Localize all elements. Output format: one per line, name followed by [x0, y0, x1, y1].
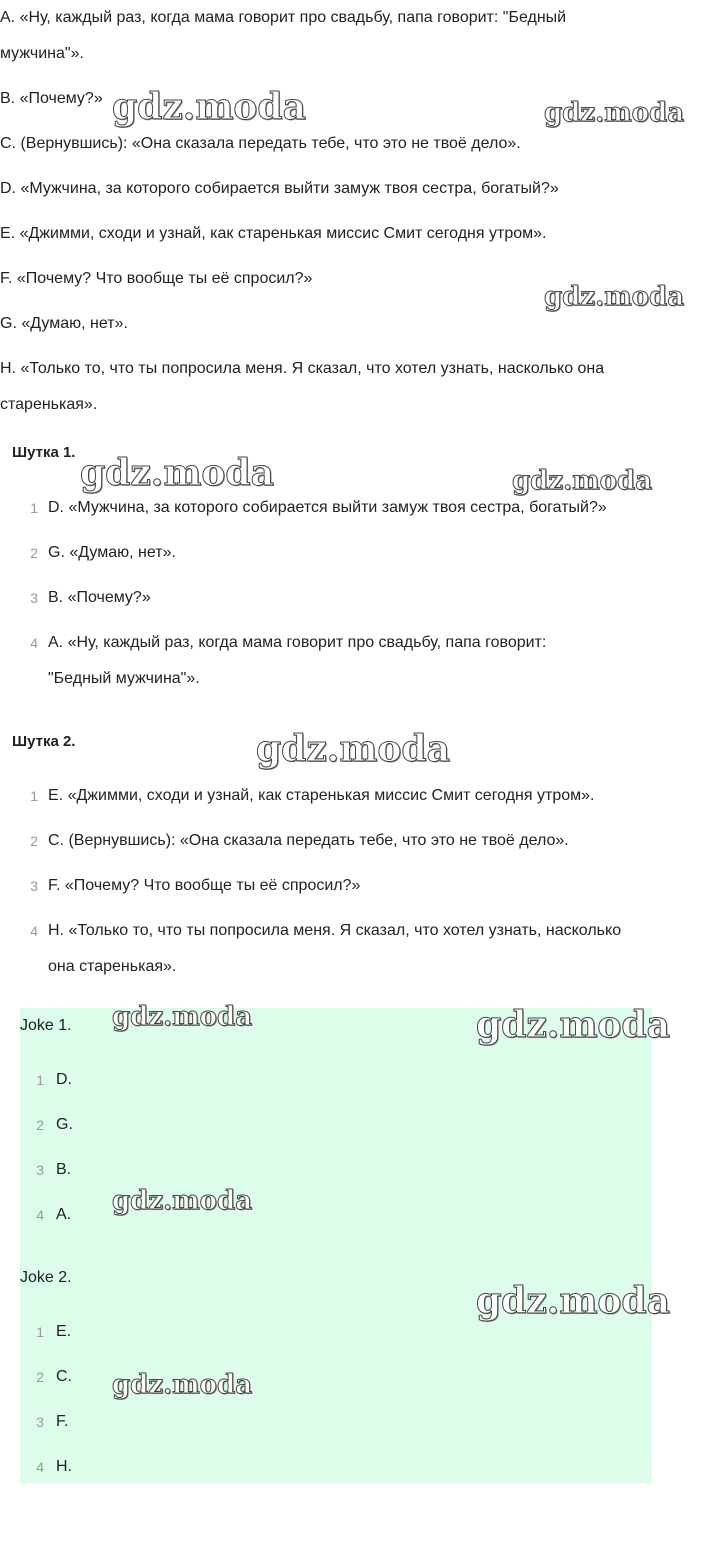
answer-number: 3 — [36, 1414, 44, 1430]
joke2-item-text: E. «Джимми, сходи и узнай, как старенькая миссис Смит сегодня утром». — [48, 787, 595, 804]
answer-letter: H. — [56, 1458, 72, 1475]
answer-letter: C. — [56, 1368, 72, 1385]
joke1-item-text-continued: "Бедный мужчина"». — [48, 670, 200, 687]
answer-letter: B. — [56, 1161, 72, 1178]
watermark-logo: gdz.moda — [112, 86, 306, 128]
watermark-logo: gdz.moda — [112, 1002, 253, 1032]
answer-joke1-heading: Joke 1. — [20, 1017, 72, 1034]
option-c: C. (Вернувшись): «Она сказала передать тебе, что это не твоё дело». — [0, 135, 521, 152]
joke1-item-text: G. «Думаю, нет». — [48, 544, 176, 561]
joke1-item-text: A. «Ну, каждый раз, когда мама говорит про свадьбу, папа говорит: — [48, 634, 547, 651]
answer-joke2-heading: Joke 2. — [20, 1269, 72, 1286]
option-b: B. «Почему?» — [0, 90, 103, 107]
watermark-logo: gdz.moda — [112, 1370, 253, 1400]
option-e: E. «Джимми, сходи и узнай, как старенькая миссис Смит сегодня утром». — [0, 225, 547, 242]
joke2-item-text: F. «Почему? Что вообще ты её спросил?» — [48, 877, 361, 894]
joke1-item-text: D. «Мужчина, за которого собирается выйти замуж твоя сестра, богатый?» — [48, 499, 607, 516]
watermark-logo: gdz.moda — [476, 1004, 670, 1046]
joke1-item-number: 4 — [30, 635, 38, 651]
answer-letter: D. — [56, 1071, 72, 1088]
watermark-logo: gdz.moda — [544, 98, 685, 128]
joke1-item-number: 2 — [30, 545, 38, 561]
option-g: G. «Думаю, нет». — [0, 315, 128, 332]
joke2-item-text: C. (Вернувшись): «Она сказала передать тебе, что это не твоё дело». — [48, 832, 569, 849]
joke1-item-text: B. «Почему?» — [48, 589, 151, 606]
joke2-item-text-continued: она старенькая». — [48, 958, 177, 975]
option-h-line-2: старенькая». — [0, 396, 98, 413]
option-h-line-1: H. «Только то, что ты попросила меня. Я сказал, что хотел узнать, насколько она — [0, 360, 605, 377]
option-a-line-2: мужчина"». — [0, 45, 84, 62]
watermark-logo: gdz.moda — [544, 282, 685, 312]
answer-number: 2 — [36, 1369, 44, 1385]
watermark-logo: gdz.moda — [112, 1186, 253, 1216]
option-d: D. «Мужчина, за которого собирается выйти замуж твоя сестра, богатый?» — [0, 180, 559, 197]
answer-letter: A. — [56, 1206, 72, 1223]
watermark-logo: gdz.moda — [476, 1280, 670, 1322]
joke1-heading: Шутка 1. — [12, 444, 76, 461]
joke2-item-text: H. «Только то, что ты попросила меня. Я сказал, что хотел узнать, насколько — [48, 922, 622, 939]
answer-number: 1 — [36, 1072, 44, 1088]
answer-letter: G. — [56, 1116, 73, 1133]
option-f: F. «Почему? Что вообще ты её спросил?» — [0, 270, 313, 287]
joke2-item-number: 1 — [30, 788, 38, 804]
joke2-item-number: 4 — [30, 923, 38, 939]
joke2-item-number: 2 — [30, 833, 38, 849]
watermark-logo: gdz.moda — [256, 728, 450, 770]
joke2-heading: Шутка 2. — [12, 733, 76, 750]
answer-number: 1 — [36, 1324, 44, 1340]
answer-number: 4 — [36, 1207, 44, 1223]
joke1-item-number: 3 — [30, 590, 38, 606]
watermark-logo: gdz.moda — [512, 466, 653, 496]
answer-number: 4 — [36, 1459, 44, 1475]
watermark-logo: gdz.moda — [80, 452, 274, 494]
option-a-line-1: A. «Ну, каждый раз, когда мама говорит про свадьбу, папа говорит: "Бедный — [0, 9, 567, 26]
answer-number: 3 — [36, 1162, 44, 1178]
answer-letter: F. — [56, 1413, 69, 1430]
answer-letter: E. — [56, 1323, 72, 1340]
joke2-item-number: 3 — [30, 878, 38, 894]
joke1-item-number: 1 — [30, 500, 38, 516]
answer-box — [20, 1008, 652, 1483]
answer-number: 2 — [36, 1117, 44, 1133]
